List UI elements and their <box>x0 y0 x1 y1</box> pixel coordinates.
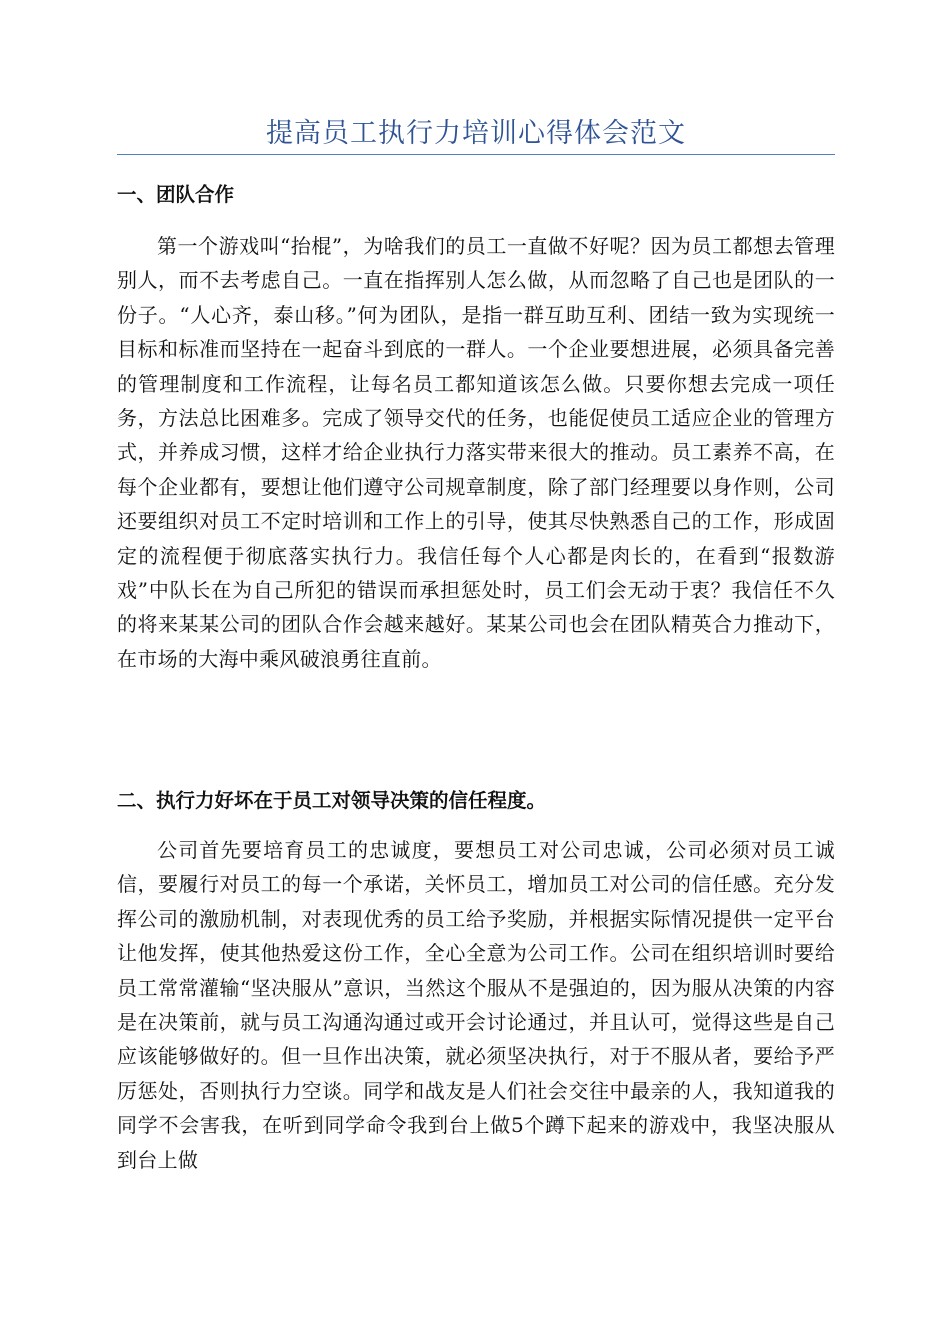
title-underline <box>117 154 835 155</box>
section-heading-team-cooperation: 一、团队合作 <box>117 183 235 206</box>
section-heading-execution-trust: 二、执行力好坏在于员工对领导决策的信任程度。 <box>117 789 547 812</box>
section-paragraph-team-cooperation: 第一个游戏叫“抬棍”，为啥我们的员工一直做不好呢？因为员工都想去管理别人，而不去考虑自己。一直在指挥别人怎么做，从而忽略了自己也是团队的一份子。“人心齐，泰山移。”何为团队，是指一群互助互利、团结一致为实现统一目标和标准而坚持在一起奋斗到底的一群人。一个企业要想进展，必须具备完善的管理制度和工作流程，让每名员工都知道该怎么做。只要你想去完成一项任务，方法总比困难多。完成了领导交代的任务，也能促使员工适应企业的管理方式，并养成习惯，这样才给企业执行力落实带来很大的推动。员工素养不高，在每个企业都有，要想让他们遵守公司规章制度，除了部门经理要以身作则，公司还要组织对员工不定时培训和工作上的引导，使其尽快熟悉自己的工作，形成固定的流程便于彻底落实执行力。我信任每个人心都是肉长的，在看到“报数游戏”中队长在为自己所犯的错误而承担惩处时，员工们会无动于衷？我信任不久的将来某某公司的团队合作会越来越好。某某公司也会在团队精英合力推动下，在市场的大海中乘风破浪勇往直前。 <box>117 234 835 671</box>
document-title: 提高员工执行力培训心得体会范文 <box>266 118 686 149</box>
section-paragraph-execution-trust: 公司首先要培育员工的忠诚度，要想员工对公司忠诚，公司必须对员工诚信，要履行对员工的每一个承诺，关怀员工，增加员工对公司的信任感。充分发挥公司的激励机制，对表现优秀的员工给予奖励，并根据实际情况提供一定平台让他发挥，使其他热爱这份工作，全心全意为公司工作。公司在组织培训时要给员工常常灌输“坚决服从”意识，当然这个服从不是强迫的，因为服从决策的内容是在决策前，就与员工沟通沟通过或开会讨论通过，并且认可，觉得这些是自己应该能够做好的。但一旦作出决策，就必须坚决执行，对于不服从者，要给予严厉惩处，否则执行力空谈。同学和战友是人们社会交往中最亲的人，我知道我的同学不会害我，在听到同学命令我到台上做5个蹲下起来的游戏中，我坚决服从到台上做 <box>117 838 835 1172</box>
